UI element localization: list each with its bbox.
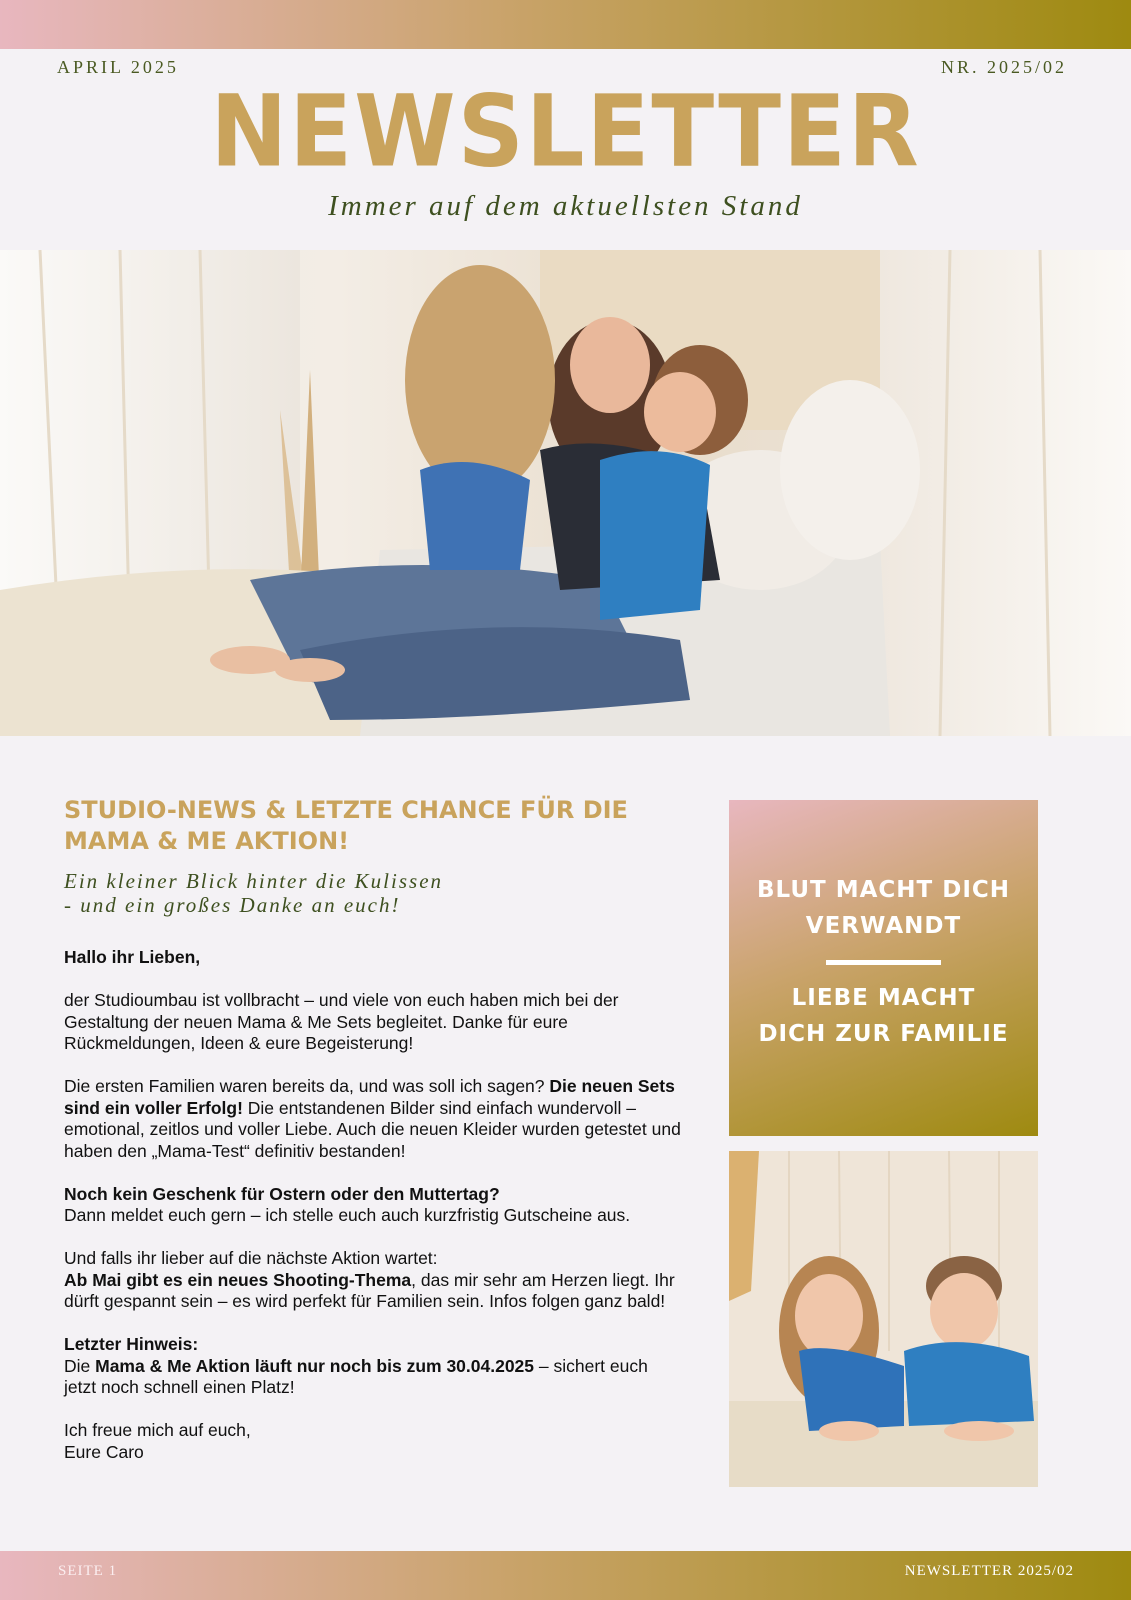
quote-part-1 (729, 872, 1038, 944)
article-subheading-line-2: - und ein großes Danke an euch! (64, 893, 401, 917)
kids-photo (729, 1151, 1038, 1487)
paragraph-5 (64, 1334, 684, 1399)
article-heading-line-1: STUDIO-NEWS & LETZTE CHANCE FÜR DIE (64, 796, 628, 824)
paragraph-4-highlight: Ab Mai gibt es ein neues Shooting-Thema (64, 1269, 412, 1290)
footer-page-number: SEITE 1 (58, 1563, 118, 1579)
paragraph-2-highlight: Die neuen Sets sind ein voller Erfolg! (64, 1076, 675, 1118)
paragraph-5-heading: Letzter Hinweis: (64, 1334, 199, 1354)
quote-line-1b: VERWANDT (805, 913, 962, 939)
quote-divider (826, 960, 941, 965)
newsletter-subtitle: Immer auf dem aktuellsten Stand (328, 190, 803, 222)
hero-photo-illustration (0, 250, 1131, 736)
quote-box (729, 800, 1038, 1136)
quote-line-2a: LIEBE MACHT (791, 985, 976, 1011)
kids-photo-illustration (729, 1151, 1038, 1487)
issue-date: APRIL 2025 (57, 57, 179, 77)
paragraph-4 (64, 1248, 684, 1313)
quote-line-2b: DICH ZUR FAMILIE (758, 1021, 1009, 1047)
greeting: Hallo ihr Lieben, (64, 947, 201, 967)
paragraph-5-text-b: Die (64, 1355, 96, 1376)
article-subheading (64, 869, 684, 917)
hero-family-photo (0, 250, 1131, 736)
paragraph-5-highlight: Mama & Me Aktion läuft nur noch bis zum 30.04.2025 (95, 1355, 535, 1376)
paragraph-3-text: Dann meldet euch gern – ich stelle euch auch kurzfristig Gutscheine aus. (64, 1205, 631, 1225)
paragraph-1: der Studioumbau ist vollbracht – und viele von euch haben mich bei der Gestaltung der neuen Mama & Me Sets begleitet. Danke für eure Rückmeldungen, Ideen & eure Begeisterung! (64, 990, 619, 1053)
footer-newsletter-name: NEWSLETTER 2025/02 (904, 1563, 1074, 1579)
top-gradient-bar (0, 0, 1131, 49)
article-heading-line-2: MAMA & ME AKTION! (64, 827, 350, 855)
article-body (64, 947, 684, 1463)
closing-line-1: Ich freue mich auf euch, (64, 1420, 251, 1440)
closing-signature: Eure Caro (64, 1441, 144, 1462)
paragraph-3 (64, 1184, 684, 1227)
closing (64, 1420, 684, 1463)
paragraph-2-text-a: Die ersten Familien waren bereits da, und was soll ich sagen? (64, 1076, 550, 1096)
paragraph-3-highlight: Noch kein Geschenk für Ostern oder den Muttertag? (64, 1183, 500, 1204)
article-subheading-line-1: Ein kleiner Blick hinter die Kulissen (64, 869, 444, 893)
quote-line-1a: BLUT MACHT DICH (756, 877, 1011, 903)
newsletter-title: NEWSLETTER (210, 73, 921, 190)
paragraph-2-text-c: Die entstandenen Bilder sind einfach wundervoll – emotional, zeitlos und voller Liebe. Auch die neuen Kleider wurden getestet und haben den „Mama-Test“ definitiv bestanden! (64, 1097, 681, 1161)
article-heading (64, 795, 684, 857)
paragraph-4-text-a: Und falls ihr lieber auf die nächste Aktion wartet: (64, 1248, 438, 1268)
paragraph-4-text-c: , das mir sehr am Herzen liegt. Ihr dürft gespannt sein – es wird perfekt für Familien sein. Infos folgen ganz bald! (64, 1269, 675, 1311)
quote-part-2 (729, 980, 1038, 1052)
paragraph-2 (64, 1076, 684, 1162)
article-column (64, 795, 684, 1485)
issue-number: NR. 2025/02 (940, 57, 1067, 77)
paragraph-5-text-d: – sichert euch jetzt noch schnell einen Platz! (64, 1355, 648, 1397)
